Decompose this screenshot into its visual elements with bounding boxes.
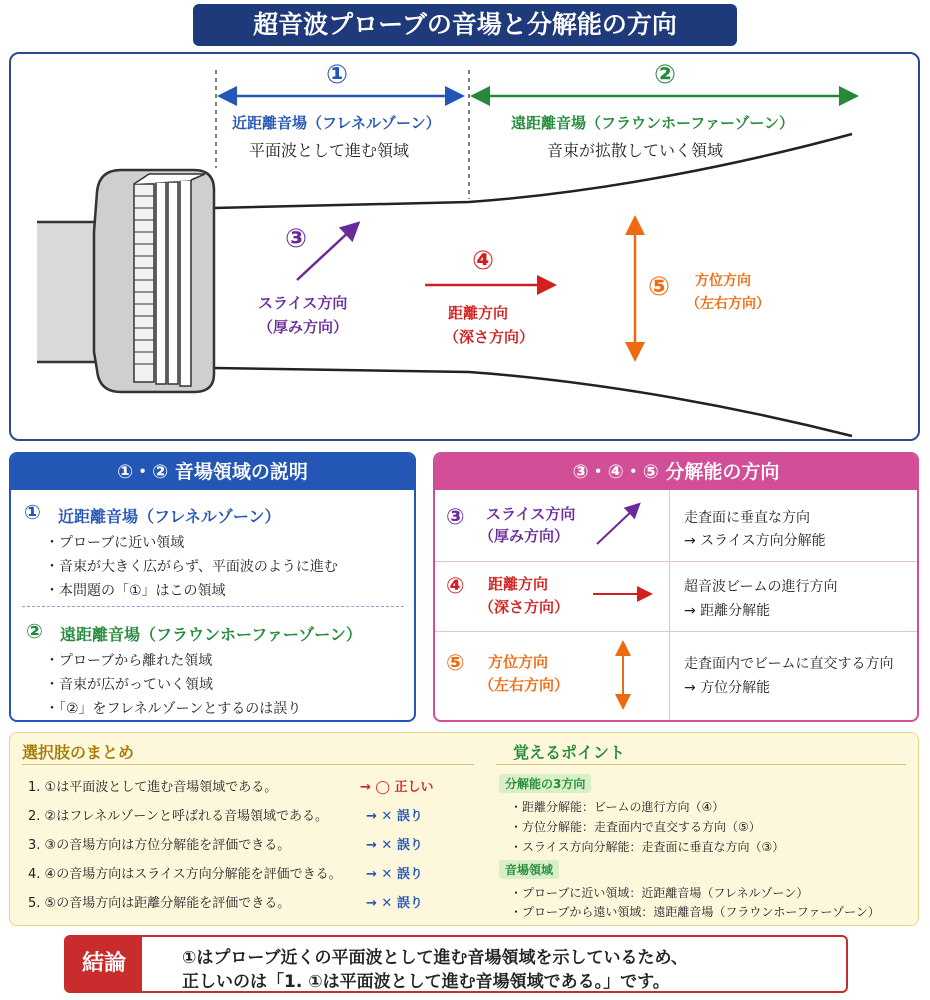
dir5-number: ⑤ [648,272,671,302]
dir3-label: スライス方向 [258,294,348,312]
zone2-name: 遠距離音場（フラウンホーファーゾーン） [511,114,795,132]
point-item: ・方位分解能：走査面内で直交する方向（⑤） [510,820,761,834]
backing-layer [156,182,166,384]
beam-lower-edge [214,368,852,436]
choice-3: 3. ③の音場方向は方位分解能を評価できる。 [28,838,291,853]
zone1-name: 近距離音場（フレネルゾーン） [232,114,441,132]
conclusion-label: 結論 [66,937,142,991]
choices-heading: 選択肢のまとめ [22,743,135,762]
zone2-number: ② [654,60,677,90]
region2-bullet: ・プローブから離れた領域 [45,653,213,669]
matching-layer [168,182,178,384]
sound-field-panel-heading: ①・② 音場領域の説明 [11,454,414,490]
row5-result: → 方位分解能 [684,680,771,696]
choice-4: 4. ④の音場方向はスライス方向分解能を評価できる。 [28,867,342,882]
dir3-number: ③ [285,224,308,254]
row3-label: スライス方向 [486,505,576,523]
row5-number: ⑤ [446,651,465,676]
choices-underline [22,764,474,765]
sound-field-tag: 音場領域 [499,860,559,879]
conclusion-line-2: 正しいのは「1. ①は平面波として進む音場領域である。」です。 [182,972,670,992]
conclusion-line-1: ①はプローブ近くの平面波として進む音場領域を示しているため、 [182,948,688,968]
row4-number: ④ [446,574,465,599]
probe-beam-illustration [9,52,920,441]
point-item: ・距離分解能：ビームの進行方向（④） [510,800,725,814]
region1-bullet: ・プローブに近い領域 [45,535,185,551]
row3-sublabel: （厚み方向） [479,527,570,545]
row4-desc: 超音波ビームの進行方向 [684,579,838,595]
row4-result: → 距離分解能 [684,603,771,619]
points-underline [496,764,906,765]
row4-sublabel: （深さ方向） [479,598,570,616]
point-item: ・プローブに近い領域：近距離音場（フレネルゾーン） [510,886,809,900]
row5-label: 方位方向 [488,653,549,671]
choice-4-verdict: → ✕ 誤り [366,867,423,882]
row4-label: 距離方向 [488,575,549,593]
region2-bullet: ・「②」をフレネルゾーンとするのは誤り [45,701,302,717]
choice-5: 5. ⑤の音場方向は距離分解能を評価できる。 [28,896,291,911]
row3-number: ③ [446,505,465,530]
zone1-number: ① [326,60,349,90]
region-divider [22,606,404,607]
region1-number: ① [24,500,41,524]
row5-sublabel: （左右方向） [479,676,570,694]
choice-5-verdict: → ✕ 誤り [366,896,423,911]
point-item: ・プローブから遠い領域：遠距離音場（フラウンホーファーゾーン） [510,905,880,919]
choice-2-verdict: → ✕ 誤り [366,809,423,824]
resolution-panel-heading: ③・④・⑤ 分解能の方向 [435,454,917,490]
choice-1: 1. ①は平面波として進む音場領域である。 [28,780,278,795]
points-heading: 覚えるポイント [513,743,626,762]
region2-bullet: ・音束が広がっていく領域 [45,677,213,693]
zone2-desc: 音束が拡散していく領域 [547,141,724,160]
choice-1-verdict: → ◯ 正しい [360,780,434,795]
row5-desc: 走査面内でビームに直交する方向 [684,656,894,672]
resolution-tag: 分解能の3方向 [499,774,591,793]
region2-number: ② [26,619,43,643]
zone1-desc: 平面波として進む領域 [249,141,410,160]
dir4-number: ④ [472,246,495,276]
region1-bullet: ・本問題の「①」はこの領域 [45,583,226,599]
region2-title: 遠距離音場（フラウンホーファーゾーン） [60,625,362,644]
page-title: 超音波プローブの音場と分解能の方向 [193,4,737,46]
region1-bullet: ・音束が大きく広がらず、平面波のように進む [45,559,338,575]
row3-result: → スライス方向分解能 [684,533,826,549]
point-item: ・スライス方向分解能：走査面に垂直な方向（③） [510,840,785,854]
slice-arrow-icon [597,508,635,544]
choice-2: 2. ②はフレネルゾーンと呼ばれる音場領域である。 [28,809,329,824]
dir4-sublabel: （深さ方向） [444,328,535,346]
acoustic-lens [180,180,191,386]
row3-desc: 走査面に垂直な方向 [684,510,810,526]
dir4-label: 距離方向 [448,304,509,322]
region1-title: 近距離音場（フレネルゾーン） [58,507,281,526]
dir3-sublabel: （厚み方向） [258,318,349,336]
choice-3-verdict: → ✕ 誤り [366,838,423,853]
dir5-sublabel: （左右方向） [686,296,770,312]
dir5-label: 方位方向 [695,273,751,289]
